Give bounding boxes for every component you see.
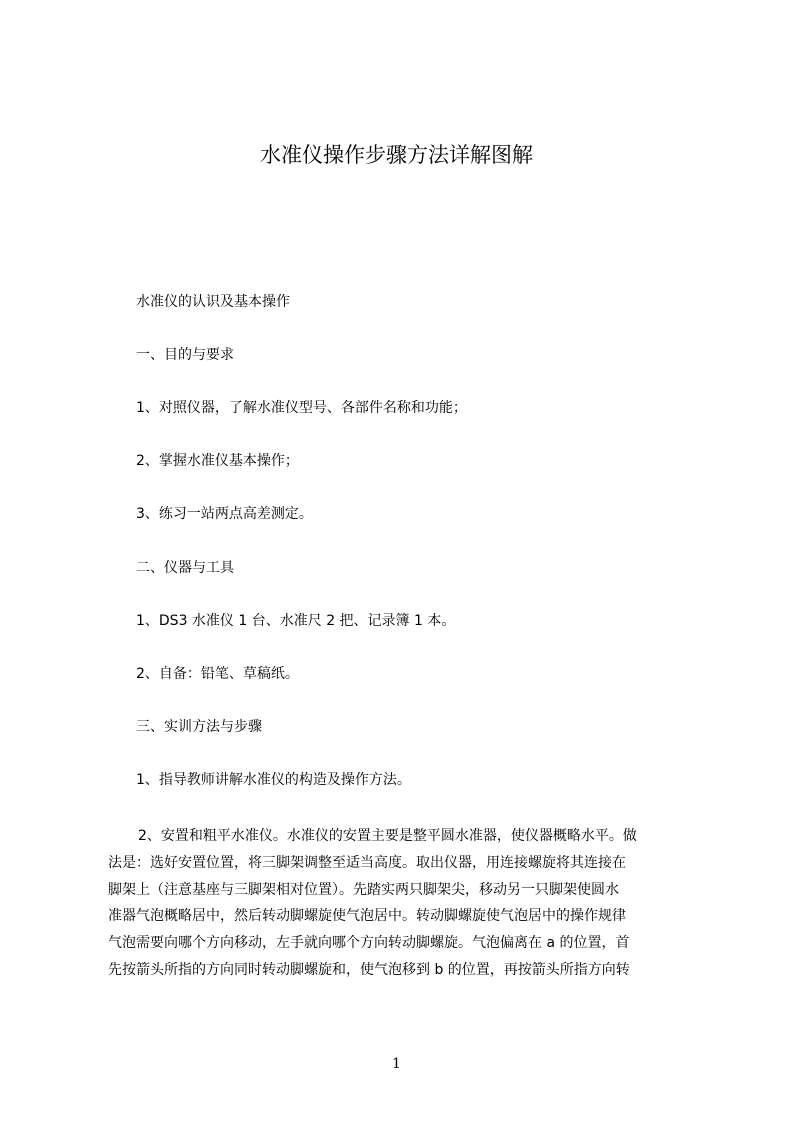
section-heading-steps: 三、实训方法与步骤	[136, 719, 262, 735]
list-item: 1、指导教师讲解水准仪的构造及操作方法。	[136, 772, 411, 788]
body-paragraph	[108, 823, 708, 984]
list-item: 1、DS3 水准仪 1 台、水准尺 2 把、记录簿 1 本。	[136, 613, 456, 629]
paragraph-line: 2、安置和粗平水准仪。水准仪的安置主要是整平圆水准器，使仪器概略水平。做	[138, 828, 637, 844]
paragraph-line: 脚架上（注意基座与三脚架相对位置）。先踏实两只脚架尖，移动另一只脚架使圆水	[108, 881, 619, 898]
section-heading-intro: 水准仪的认识及基本操作	[136, 294, 290, 310]
document-title: 水准仪操作步骤方法详解图解	[260, 143, 533, 167]
list-item: 1、对照仪器，了解水准仪型号、各部件名称和功能；	[136, 400, 467, 416]
page-number: 1	[392, 1056, 401, 1072]
paragraph-line: 气泡需要向哪个方向移动，左手就向哪个方向转动脚螺旋。气泡偏离在 a 的位置，首	[108, 935, 630, 952]
section-heading-tools: 二、仪器与工具	[136, 560, 234, 576]
list-item: 2、自备：铅笔、草稿纸。	[136, 666, 299, 682]
paragraph-line: 先按箭头所指的方向同时转动脚螺旋和，使气泡移到 b 的位置，再按箭头所指方向转	[108, 961, 630, 978]
section-heading-goals: 一、目的与要求	[136, 347, 234, 363]
paragraph-line: 准器气泡概略居中，然后转动脚螺旋使气泡居中。转动脚螺旋使气泡居中的操作规律	[108, 908, 626, 925]
list-item: 2、掌握水准仪基本操作；	[136, 453, 299, 469]
paragraph-line: 法是：选好安置位置，将三脚架调整至适当高度。取出仪器，用连接螺旋将其连接在	[108, 854, 626, 871]
list-item: 3、练习一站两点高差测定。	[136, 506, 313, 522]
